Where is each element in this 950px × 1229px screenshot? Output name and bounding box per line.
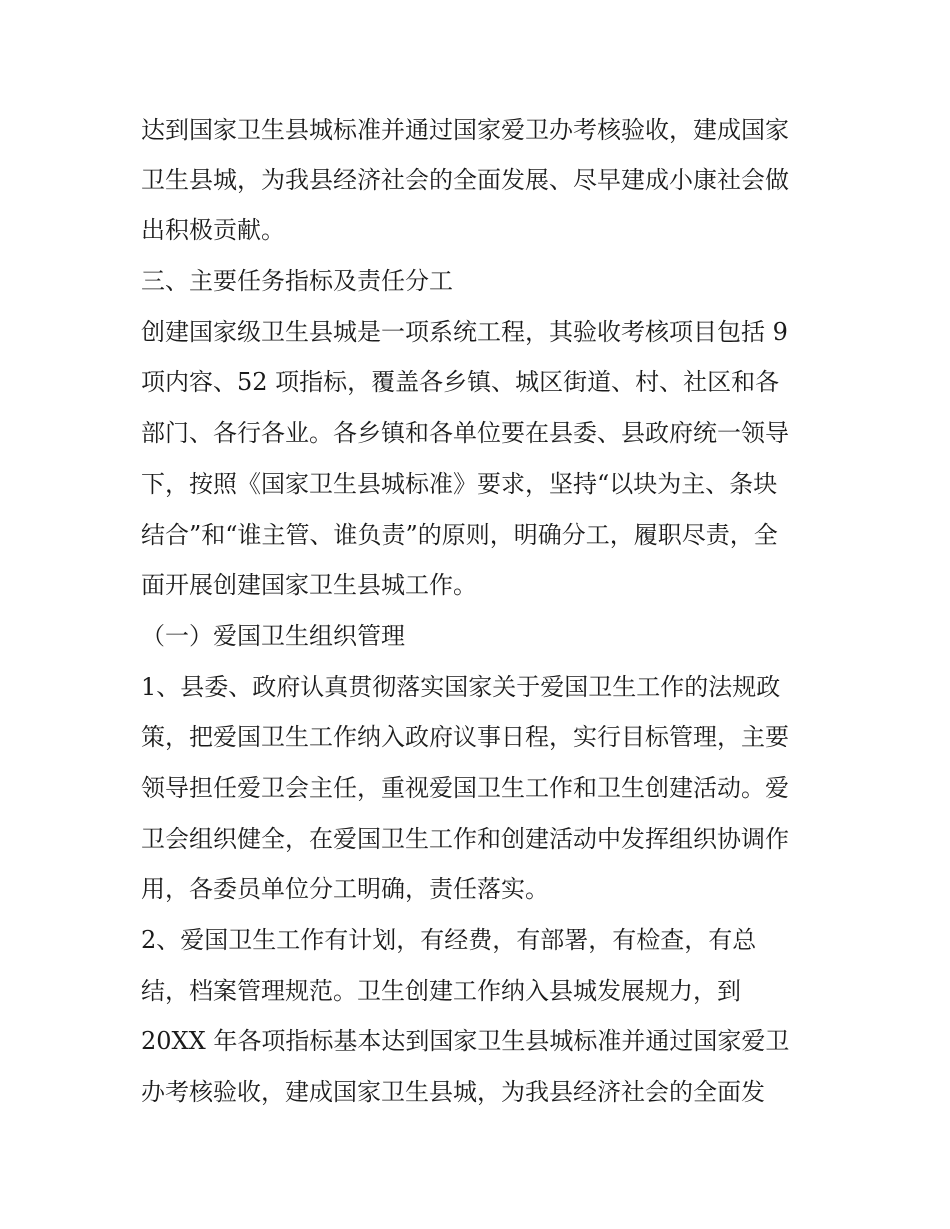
section-heading: 三、主要任务指标及责任分工: [141, 267, 453, 295]
text-line: 卫会组织健全，在爱国卫生工作和创建活动中发挥组织协调作: [141, 825, 789, 853]
text-line: 面开展创建国家卫生县城工作。: [141, 571, 477, 599]
subsection-heading: （一）爱国卫生组织管理: [141, 622, 405, 650]
text-line: 领导担任爱卫会主任，重视爱国卫生工作和卫生创建活动。爱: [141, 774, 789, 802]
text-line: 项内容、52 项指标，覆盖各乡镇、城区街道、村、社区和各: [141, 368, 780, 396]
text-line: 结合”和“谁主管、谁负责”的原则，明确分工，履职尽责，全: [141, 521, 778, 549]
text-line: 卫生县城，为我县经济社会的全面发展、尽早建成小康社会做: [141, 166, 789, 194]
text-line: 出积极贡献。: [141, 216, 285, 244]
text-line: 下，按照《国家卫生县城标准》要求，坚持“以块为主、条块: [141, 470, 778, 498]
text-line: 创建国家级卫生县城是一项系统工程，其验收考核项目包括 9: [141, 318, 788, 346]
text-line: 办考核验收，建成国家卫生县城，为我县经济社会的全面发: [141, 1078, 765, 1106]
text-line: 达到国家卫生县城标准并通过国家爱卫办考核验收，建成国家: [141, 116, 789, 144]
text-line: 部门、各行各业。各乡镇和各单位要在县委、县政府统一领导: [141, 419, 789, 447]
text-line: 结，档案管理规范。卫生创建工作纳入县城发展规力，到: [141, 977, 741, 1005]
text-line: 20XX 年各项指标基本达到国家卫生县城标准并通过国家爱卫: [141, 1027, 790, 1055]
text-line: 策，把爱国卫生工作纳入政府议事日程，实行目标管理，主要: [141, 723, 789, 751]
text-line: 2、爱国卫生工作有计划，有经费，有部署，有检查，有总: [141, 926, 757, 954]
text-line: 用，各委员单位分工明确，责任落实。: [141, 875, 549, 903]
text-line: 1、县委、政府认真贯彻落实国家关于爱国卫生工作的法规政: [141, 673, 781, 701]
